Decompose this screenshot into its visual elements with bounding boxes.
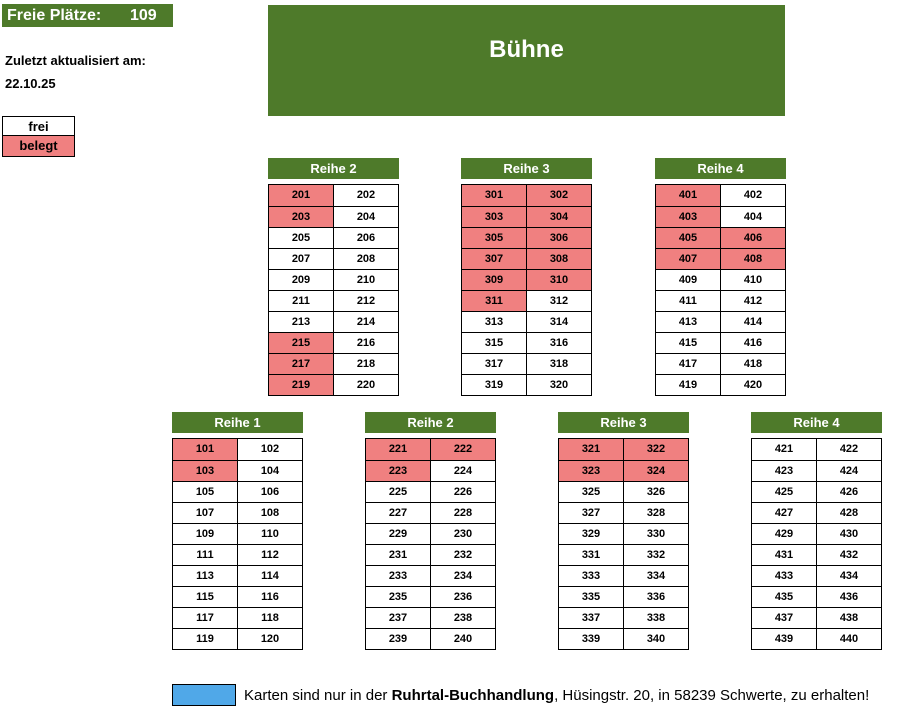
seat-occupied: 322 [623, 439, 688, 460]
seat-free: 427 [774, 507, 794, 519]
footer-note [244, 685, 869, 707]
seat-occupied: 324 [623, 461, 688, 481]
seat-row [173, 544, 302, 565]
seat-occupied: 408 [720, 249, 785, 269]
seat-row [173, 523, 302, 544]
seat-row [656, 248, 785, 269]
seat-free: 329 [581, 528, 601, 540]
seat-free: 414 [720, 312, 785, 332]
seat-free: 212 [333, 291, 398, 311]
seat-free: 428 [816, 503, 881, 523]
seat-free: 216 [333, 333, 398, 353]
seat-occupied: 101 [173, 439, 237, 460]
seat-free: 228 [430, 503, 495, 523]
seat-row [366, 502, 495, 523]
seat-row [462, 185, 591, 206]
seat-free: 339 [581, 633, 601, 645]
seat-row [656, 206, 785, 227]
seat-row [656, 269, 785, 290]
seat-grid [461, 184, 592, 396]
seat-row [462, 227, 591, 248]
seat-free: 411 [679, 295, 697, 307]
seat-free: 336 [623, 587, 688, 607]
block-title: Reihe 2 [268, 158, 399, 179]
seat-free: 114 [237, 566, 302, 586]
seat-row [462, 206, 591, 227]
seat-occupied: 222 [430, 439, 495, 460]
seat-row [269, 353, 398, 374]
seat-row [752, 502, 881, 523]
seat-free: 224 [430, 461, 495, 481]
seat-row [559, 481, 688, 502]
block-title: Reihe 3 [461, 158, 592, 179]
seat-free: 231 [388, 549, 408, 561]
seat-free: 227 [388, 507, 408, 519]
seat-occupied: 302 [526, 185, 591, 206]
seat-row [656, 290, 785, 311]
seat-row [559, 439, 688, 460]
seat-free: 317 [484, 358, 504, 370]
seat-free: 312 [526, 291, 591, 311]
legend-free: frei [2, 116, 75, 136]
seat-free: 120 [237, 629, 302, 649]
seat-row [752, 607, 881, 628]
seat-row [366, 481, 495, 502]
seat-free: 238 [430, 608, 495, 628]
seat-row [173, 481, 302, 502]
seat-free: 209 [291, 274, 311, 286]
seat-row [462, 332, 591, 353]
seat-free: 334 [623, 566, 688, 586]
seat-free: 335 [581, 591, 601, 603]
footer-text-before: Karten sind nur in der [244, 687, 392, 704]
seat-free: 430 [816, 524, 881, 544]
seat-occupied: 201 [269, 185, 333, 206]
seat-row [366, 523, 495, 544]
free-places-count: 109 [130, 7, 157, 24]
seat-free: 104 [237, 461, 302, 481]
seat-free: 327 [581, 507, 601, 519]
seat-occupied: 306 [526, 228, 591, 248]
seat-free: 429 [774, 528, 794, 540]
seat-grid [268, 184, 399, 396]
seat-row [366, 607, 495, 628]
free-places-label: Freie Plätze: [7, 7, 102, 24]
seat-free: 115 [196, 591, 214, 603]
seat-row [173, 502, 302, 523]
seat-free: 113 [196, 570, 214, 582]
seat-free: 226 [430, 482, 495, 502]
seat-free: 415 [678, 337, 698, 349]
seat-free: 205 [291, 232, 311, 244]
seat-free: 211 [292, 295, 310, 307]
seat-row [366, 565, 495, 586]
seat-occupied: 311 [462, 291, 526, 311]
seat-free: 325 [581, 486, 601, 498]
seat-free: 119 [196, 633, 214, 645]
seat-free: 220 [333, 375, 398, 395]
seat-free: 112 [237, 545, 302, 565]
seat-row [462, 353, 591, 374]
seat-occupied: 103 [173, 461, 237, 481]
seat-row [269, 248, 398, 269]
seat-row [752, 586, 881, 607]
seat-block [558, 412, 689, 645]
seat-occupied: 219 [269, 375, 333, 395]
footer-color-swatch [172, 684, 236, 706]
seat-free: 213 [291, 316, 311, 328]
seat-grid [365, 438, 496, 650]
seat-free: 412 [720, 291, 785, 311]
seat-free: 333 [581, 570, 601, 582]
seat-free: 108 [237, 503, 302, 523]
seat-row [656, 227, 785, 248]
seat-occupied: 309 [462, 270, 526, 290]
seat-free: 440 [816, 629, 881, 649]
seat-occupied: 303 [462, 207, 526, 227]
seat-row [559, 460, 688, 481]
seat-row [173, 565, 302, 586]
seat-occupied: 223 [366, 461, 430, 481]
seat-free: 413 [678, 316, 698, 328]
seat-block [365, 412, 496, 645]
block-title: Reihe 2 [365, 412, 496, 433]
last-updated-date: 22.10.25 [5, 76, 56, 91]
seat-row [462, 269, 591, 290]
seat-free: 423 [774, 465, 794, 477]
seat-row [462, 290, 591, 311]
seat-row [269, 290, 398, 311]
seat-free: 326 [623, 482, 688, 502]
seat-free: 111 [196, 549, 214, 561]
seat-free: 433 [774, 570, 794, 582]
seat-free: 402 [720, 185, 785, 206]
seat-row [656, 185, 785, 206]
legend-occupied: belegt [2, 136, 75, 157]
seat-occupied: 407 [656, 249, 720, 269]
seat-free: 234 [430, 566, 495, 586]
seat-free: 418 [720, 354, 785, 374]
seat-free: 416 [720, 333, 785, 353]
seat-occupied: 301 [462, 185, 526, 206]
seat-row [559, 523, 688, 544]
seat-free: 419 [678, 379, 698, 391]
seat-row [752, 628, 881, 649]
seat-free: 337 [581, 612, 601, 624]
seat-row [366, 439, 495, 460]
seat-free: 426 [816, 482, 881, 502]
seat-row [752, 481, 881, 502]
seat-free: 109 [195, 528, 215, 540]
seat-free: 105 [195, 486, 215, 498]
block-title: Reihe 3 [558, 412, 689, 433]
seat-row [269, 227, 398, 248]
footer-text-after: , Hüsingstr. 20, in 58239 Schwerte, zu erhalten! [554, 687, 870, 704]
seat-occupied: 221 [366, 439, 430, 460]
seat-free: 436 [816, 587, 881, 607]
seat-free: 107 [195, 507, 215, 519]
seat-free: 210 [333, 270, 398, 290]
seat-free: 420 [720, 375, 785, 395]
seat-row [269, 206, 398, 227]
seat-free: 207 [291, 253, 311, 265]
seat-row [173, 586, 302, 607]
seat-free: 313 [484, 316, 504, 328]
seat-row [559, 586, 688, 607]
seat-free: 204 [333, 207, 398, 227]
seat-free: 237 [388, 612, 408, 624]
seat-occupied: 310 [526, 270, 591, 290]
seat-row [656, 374, 785, 395]
seat-occupied: 401 [656, 185, 720, 206]
seat-occupied: 304 [526, 207, 591, 227]
seat-occupied: 308 [526, 249, 591, 269]
seat-free: 421 [774, 443, 794, 455]
seat-free: 437 [774, 612, 794, 624]
seat-row [366, 628, 495, 649]
seat-row [656, 353, 785, 374]
seat-row [366, 544, 495, 565]
seat-free: 328 [623, 503, 688, 523]
seat-occupied: 215 [269, 333, 333, 353]
seat-row [656, 332, 785, 353]
seat-free: 218 [333, 354, 398, 374]
seat-grid [655, 184, 786, 396]
seat-occupied: 217 [269, 354, 333, 374]
seat-free: 118 [237, 608, 302, 628]
seat-block [655, 158, 786, 391]
seat-free: 439 [774, 633, 794, 645]
seat-free: 320 [526, 375, 591, 395]
seat-free: 338 [623, 608, 688, 628]
seat-free: 314 [526, 312, 591, 332]
seat-row [752, 439, 881, 460]
seat-row [752, 544, 881, 565]
seat-occupied: 323 [559, 461, 623, 481]
seat-row [559, 544, 688, 565]
seat-occupied: 305 [462, 228, 526, 248]
seat-occupied: 405 [656, 228, 720, 248]
seat-free: 208 [333, 249, 398, 269]
seat-block [268, 158, 399, 391]
seat-free: 438 [816, 608, 881, 628]
seat-free: 431 [774, 549, 794, 561]
seat-free: 239 [388, 633, 408, 645]
stage: Bühne [268, 5, 785, 116]
seat-grid [172, 438, 303, 650]
seat-free: 417 [678, 358, 698, 370]
seat-row [173, 460, 302, 481]
seat-free: 229 [388, 528, 408, 540]
seat-free: 434 [816, 566, 881, 586]
seat-row [559, 502, 688, 523]
seat-row [656, 311, 785, 332]
seat-occupied: 321 [559, 439, 623, 460]
seat-free: 110 [237, 524, 302, 544]
seat-row [173, 607, 302, 628]
seat-row [752, 565, 881, 586]
seat-free: 315 [484, 337, 504, 349]
seat-free: 330 [623, 524, 688, 544]
seat-free: 117 [196, 612, 214, 624]
seat-row [752, 523, 881, 544]
seat-free: 316 [526, 333, 591, 353]
block-title: Reihe 4 [655, 158, 786, 179]
seat-free: 206 [333, 228, 398, 248]
seat-occupied: 403 [656, 207, 720, 227]
seat-block [751, 412, 882, 645]
seat-occupied: 406 [720, 228, 785, 248]
seat-free: 106 [237, 482, 302, 502]
seat-row [173, 439, 302, 460]
seat-free: 225 [388, 486, 408, 498]
seat-free: 422 [816, 439, 881, 460]
seat-row [559, 565, 688, 586]
seat-free: 116 [237, 587, 302, 607]
seat-free: 424 [816, 461, 881, 481]
seat-row [269, 332, 398, 353]
seat-row [559, 607, 688, 628]
seat-free: 404 [720, 207, 785, 227]
seat-free: 332 [623, 545, 688, 565]
seat-free: 240 [430, 629, 495, 649]
seat-row [752, 460, 881, 481]
seat-free: 318 [526, 354, 591, 374]
seat-free: 232 [430, 545, 495, 565]
seat-row [269, 374, 398, 395]
seat-row [269, 185, 398, 206]
seat-free: 230 [430, 524, 495, 544]
seat-free: 410 [720, 270, 785, 290]
seat-free: 319 [484, 379, 504, 391]
seat-block [172, 412, 303, 645]
seat-free: 102 [237, 439, 302, 460]
seat-row [269, 269, 398, 290]
seat-free: 425 [774, 486, 794, 498]
seat-free: 435 [774, 591, 794, 603]
seat-block [461, 158, 592, 391]
seat-free: 236 [430, 587, 495, 607]
seat-occupied: 307 [462, 249, 526, 269]
last-updated-label: Zuletzt aktualisiert am: [5, 53, 146, 68]
footer-shop-name: Ruhrtal-Buchhandlung [391, 687, 555, 704]
seat-row [366, 460, 495, 481]
seat-free: 214 [333, 312, 398, 332]
seat-row [559, 628, 688, 649]
block-title: Reihe 4 [751, 412, 882, 433]
seat-row [173, 628, 302, 649]
block-title: Reihe 1 [172, 412, 303, 433]
seat-row [462, 374, 591, 395]
legend [2, 116, 75, 157]
seat-free: 235 [388, 591, 408, 603]
seat-row [269, 311, 398, 332]
seat-free: 331 [581, 549, 601, 561]
seat-free: 202 [333, 185, 398, 206]
seat-free: 432 [816, 545, 881, 565]
free-places-banner [2, 4, 173, 27]
seat-free: 233 [388, 570, 408, 582]
seat-row [462, 248, 591, 269]
seat-occupied: 203 [269, 207, 333, 227]
seat-free: 340 [623, 629, 688, 649]
seat-row [462, 311, 591, 332]
seat-grid [558, 438, 689, 650]
seat-row [366, 586, 495, 607]
seat-grid [751, 438, 882, 650]
seat-free: 409 [678, 274, 698, 286]
